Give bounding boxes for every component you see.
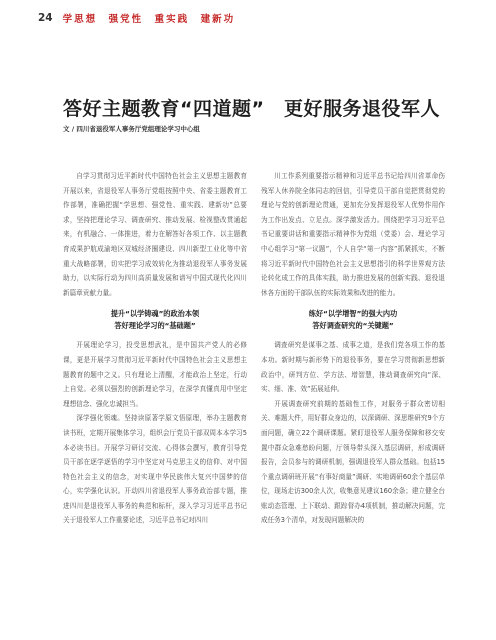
body-paragraph: 开展调查研究前期的基础性工作，对服务于群众密切相关、难题大件，用好群众身边的，以深调研、深思维研究9个方面问题，确立22个调研课题。紧盯退役军人服务保障和移交安置中群众急难愁盼问题，厅领导带头深入基层调研，形成调研报告，会员参与的调研机制，强调退役军人群众基础。包括15个重点调研班开展“有事好商量”调研、实地调研60余个基层单位，现场走访300余人次，收集意见建议160余条；建立健全台账动态管理、上下联动、跟踪督办4项机制，推动解决问题，完成任务3个清单，对发现问题解决的 <box>261 399 445 525</box>
section-title: 学思想 强党性 重实践 建新功 <box>62 14 236 25</box>
article-byline: 文 / 四川省退役军人事务厅党组理论学习中心组 <box>63 125 200 133</box>
right-column <box>261 169 445 528</box>
body-paragraph: 开展理论学习，投受思想武礼，是中国共产党人的必修课，更是开展学习贯彻习近平新时代中国特色社会主义思想主题教育的题中之义。只有理论上清醒，才能政治上坚定，行动上自觉。必须以强烈的创新理论学习，在深学真懂真用中坚定理想信念、强化忠诚担当。 <box>63 341 247 408</box>
subhead-theory-study <box>63 308 247 332</box>
body-paragraph: 深学强化领魂。坚持读原著学原文悟原理，举办主题教育读书班，定期开展集体学习，组织会厅党员干部双周本本学习5本必读书目。开展学习研讨交流、心得体会撰写，教育引导党员干部在逐学逐悟的学习中坚定对马克思主义的信仰、对中国特色社会主义的信念，对实现中华民族伟大复兴中国梦的信心，实学强化认识。开动四川省退役军人事务政治部专题，推进四川是退役军人事务的典范和标杆，深入学习习近平总书记关于退役军人工作重要论述，习近平总书记对四川 <box>63 414 247 525</box>
intro-paragraph: 自学习贯彻习近平新时代中国特色社会主义思想主题教育开展以来，省退役军人事务厅党组按照中央、省委主题教育工作部署，准确把握“学思想、强党性、重实践、建新功”总要求，坚持把理论学习、调查研究、推动发展、检视整改贯通起来，有机融合、一体推进，着力在解答好各项工作、以主题教育成果护航成渝地区双城经济圈建设、四川新型工业化等中省重大战略部署，切实把学习成效转化为推动退役军人事务发展助力，以实际行动为四川高质量发展和谱写中国式现代化四川新篇章贡献力量。 <box>63 172 247 297</box>
subhead-line-2: 答好调查研究的“关键题” <box>312 321 394 331</box>
article-title: 答好主题教育“四道题” 更好服务退役军人 <box>63 98 440 120</box>
body-paragraph: 调查研究是谋事之基、成事之道，是我们党各项工作的基本功。新时期与新形势下的退役事务，要在学习贯彻新思想新政治中，研判方位、学方法、增智慧，推动调查研究向“深、实、细、准、效”拓展延伸。 <box>261 341 445 394</box>
subhead-line-2: 答好理论学习的“基础题” <box>114 321 196 331</box>
left-column <box>63 169 247 528</box>
subhead-line-1: 练好“以学增智”的强大内功 <box>308 309 398 319</box>
subhead-line-1: 提升“以学铸魂”的政治本领 <box>110 309 200 319</box>
body-paragraph: 川工作系列重要指示精神和习近平总书记给四川省革命伤残军人休养院全体同志的回信，引导党员干部自觉把贯彻党的理论与党的创新理论贯通，更加充分发挥退役军人优势作用作为工作出发点、立足点。深学激发活力。围绕把学习习近平总书记重要讲话和重要指示精神作为党组（党委）会、理论学习中心组学习“第一议题”，个人自学“第一内容”抓紧抓实，不断将习近平新时代中国特色社会主义思想指引的科学世界观方法论转化成工作的具体实践，助力推进发展的创新实践、退役退休各方面的干部队伍的实际效果和改进的能力。 <box>261 172 445 297</box>
page-number: 24 <box>38 12 53 24</box>
page-header <box>38 11 235 25</box>
subhead-research <box>261 308 445 332</box>
